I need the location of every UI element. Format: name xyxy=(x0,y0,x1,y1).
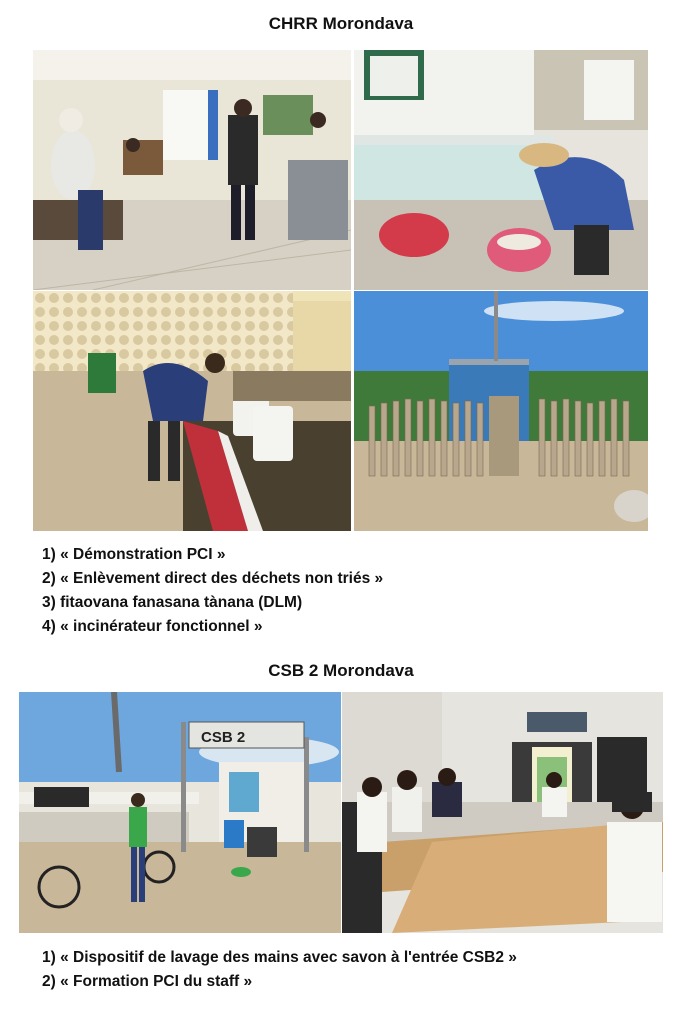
caption-3: 3) fitaovana fanasana tànana (DLM) xyxy=(42,594,303,611)
csb2-sign: CSB 2 xyxy=(201,729,246,746)
photo-waste-collection-basins xyxy=(354,50,648,290)
section1-title: CHRR Morondava xyxy=(268,14,414,33)
section1-captions xyxy=(42,543,383,639)
photo-incinerator-enclosure xyxy=(354,291,648,531)
caption-5: 1) « Dispositif de lavage des mains avec savon à l'entrée CSB2 » xyxy=(42,949,517,966)
photo-csb2-entrance xyxy=(19,692,341,933)
section2-captions xyxy=(42,946,517,994)
caption-6: 2) « Formation PCI du staff » xyxy=(42,973,253,990)
caption-2: 2) « Enlèvement direct des déchets non triés » xyxy=(42,570,384,587)
photo-handwashing-buckets xyxy=(33,291,351,531)
section2-title: CSB 2 Morondava xyxy=(268,661,414,680)
photo-waiting-room-demonstration xyxy=(33,50,351,290)
photo-staff-training-room xyxy=(342,692,663,933)
caption-4: 4) « incinérateur fonctionnel » xyxy=(42,618,263,635)
caption-1: 1) « Démonstration PCI » xyxy=(42,546,226,563)
